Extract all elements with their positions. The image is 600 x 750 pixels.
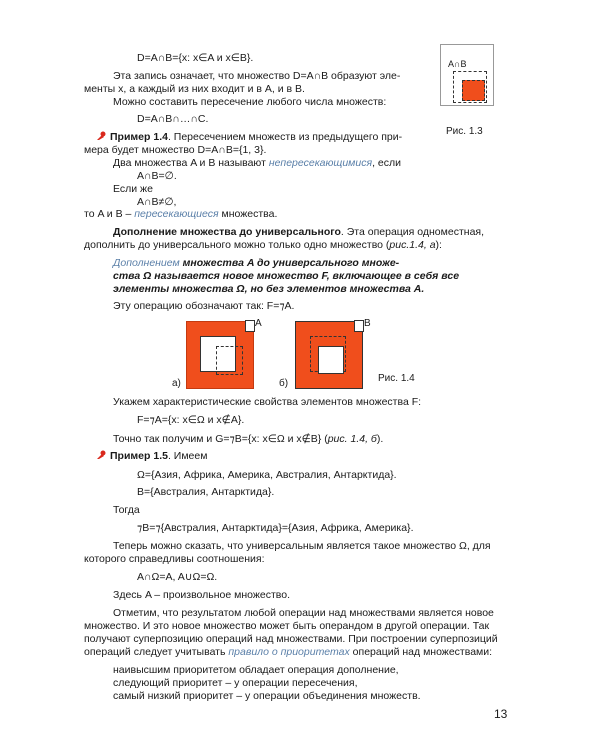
formula-universal: A∩Ω=A, A∪Ω=Ω.: [137, 571, 218, 583]
figure-1-4b-set-b: [354, 320, 364, 332]
text-span: Точно так получим и G=⁊B={x: x∈Ω и x∉B} (: [113, 433, 328, 445]
figure-ref: рис.1.4, а: [389, 239, 436, 251]
text-line: Можно составить пересечение любого числа множеств:: [113, 96, 387, 108]
text-span: ):: [435, 239, 442, 251]
figure-1-3-set-b: [462, 80, 485, 101]
text-line: [113, 157, 401, 170]
text-span: , если: [372, 157, 401, 169]
text-line: менты x, а каждый из них входит и в A, и в B.: [84, 83, 305, 95]
figure-1-4b-inner-square: [318, 346, 344, 374]
formula-nonempty: A∩B≠∅,: [137, 196, 177, 208]
text-line: мера будет множество D=A∩B={1, 3}.: [84, 144, 267, 156]
text-line: [84, 646, 492, 659]
text-line: Отметим, что результатом любой операции над множествами является новое: [113, 607, 494, 619]
text-line: множество. И это новое множество может быть операндом в другой операции. Так: [84, 620, 490, 632]
formula-complement-b: ⁊B=⁊{Австралия, Антарктида}={Азия, Африка, Америка}.: [137, 522, 414, 534]
formula-complement-a: F=⁊A={x: x∈Ω и x∉A}.: [137, 414, 245, 426]
text-span: ).: [376, 433, 384, 445]
example-label: Пример 1.4: [110, 131, 168, 143]
example-1-4-line: [96, 131, 402, 144]
text-line: Здесь A – произвольное множество.: [113, 589, 291, 601]
term-intersecting: пересекающиеся: [134, 208, 219, 220]
section-heading-line: [113, 226, 484, 239]
priority-rule-2: следующий приоритет – у операции пересечения,: [113, 677, 358, 689]
example-1-5-line: [96, 450, 207, 463]
text-span: множества.: [218, 208, 278, 220]
text-line: [113, 433, 383, 446]
formula-set-b: B={Австралия, Антарктида}.: [137, 486, 275, 498]
page-number: 13: [494, 707, 508, 721]
formula-intersection-def: D=A∩B={x: x∈A и x∈B}.: [137, 52, 254, 64]
figure-1-4b-label: B: [364, 318, 371, 329]
figure-1-4a-set-a: [245, 320, 255, 332]
figure-1-3-caption: Рис. 1.3: [446, 126, 483, 137]
definition-text: множества A до универсального множе-: [179, 257, 400, 269]
formula-omega: Ω={Азия, Африка, Америка, Австралия, Антарктида}.: [137, 469, 397, 481]
text-span: . Имеем: [167, 450, 208, 462]
figure-ref: рис. 1.4, б: [327, 433, 377, 445]
term-complement: Дополнением: [113, 257, 180, 269]
text-span: Два множества A и B называют: [113, 157, 269, 169]
formula-multi-intersection: D=A∩B∩…∩C.: [137, 113, 209, 125]
text-span: операций следует учитывать: [84, 646, 229, 658]
text-line: Теперь можно сказать, что универсальным является такое множество Ω, для: [113, 540, 491, 552]
priority-rule-3: самый низкий приоритет – у операции объединения множеств.: [113, 690, 421, 702]
text-line: [84, 239, 442, 252]
text-line: Если же: [113, 183, 153, 195]
text-line: Эта запись означает, что множество D=A∩B образуют эле-: [113, 70, 401, 82]
example-label: Пример 1.5: [110, 450, 168, 462]
term-nonintersecting: непересекающимися: [268, 157, 373, 169]
text-line: Эту операцию обозначают так: F=⁊A.: [113, 300, 295, 312]
term-priority-rule: правило о приоритетах: [228, 646, 350, 658]
example-marker-icon: [96, 131, 106, 141]
definition-line: ства Ω называется новое множество F, включающее в себя все: [113, 270, 460, 282]
text-line: Тогда: [113, 504, 140, 516]
figure-1-4-caption: Рис. 1.4: [378, 373, 415, 384]
text-span: операций над множествами:: [349, 646, 493, 658]
text-line: [84, 208, 277, 221]
figure-1-4a-dashed-set: [216, 346, 243, 375]
text-span: . Пересечением множеств из предыдущего при-: [167, 131, 403, 143]
text-line: получают суперпозицию операций над множествами. При построении суперпозиций: [84, 633, 498, 645]
example-marker-icon: [96, 450, 106, 460]
text-line: которого справедливы соотношения:: [84, 553, 265, 565]
definition-line: элементы множества Ω, но без элементов множества A.: [113, 283, 425, 295]
priority-rule-1: наивысшим приоритетом обладает операция дополнение,: [113, 664, 399, 676]
formula-empty: A∩B=∅.: [137, 170, 177, 182]
definition-line: [113, 257, 399, 270]
text-line: Укажем характеристические свойства элементов множества F:: [113, 396, 422, 408]
figure-1-3-label: A∩B: [448, 59, 467, 69]
figure-1-4a-sublabel: а): [172, 378, 181, 389]
text-span: дополнить до универсального можно только одно множество (: [84, 239, 390, 251]
text-span: то A и B –: [84, 208, 135, 220]
text-span: . Эта операция одноместная,: [340, 226, 485, 238]
figure-1-4b-sublabel: б): [279, 378, 289, 389]
figure-1-4a-label: A: [255, 318, 262, 329]
section-heading: Дополнение множества до универсального: [113, 226, 341, 238]
